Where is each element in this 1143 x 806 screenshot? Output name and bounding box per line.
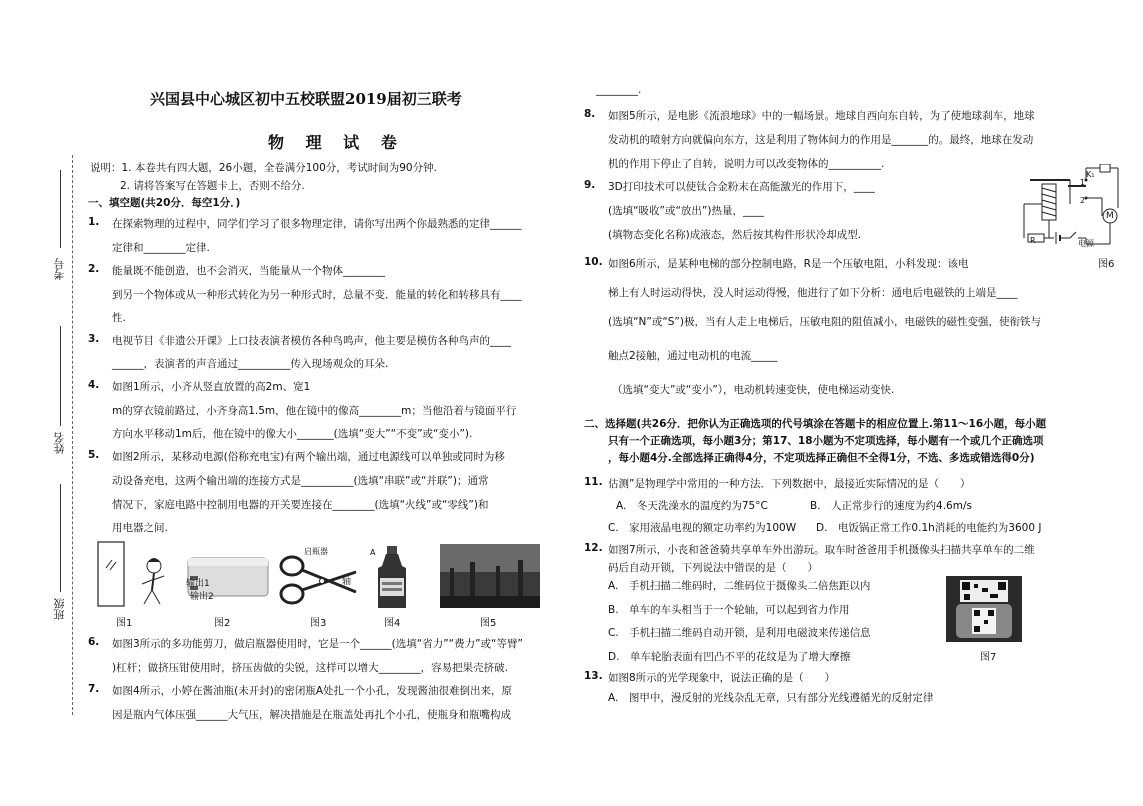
q7-line2: 因是瓶内气体压强______大气压，解决措施是在瓶盖处再扎个小孔，使瓶身和瓶嘴构成 [112,709,511,721]
q3-line1: 电视节目《非遗公开课》上口技表演者模仿各种鸟鸣声，他主要是模仿各种鸟声的____ [112,335,511,347]
figure-3-caption: 图3 [310,618,327,629]
instruction-line-2: 2. 请将答案写在答题卡上，否则不给分. [120,180,305,192]
figure-5-caption: 图5 [480,618,497,629]
section2-title-line2: 只有一个正确选项，每小题3分；第17、18小题为不定项选择，每小题有一个或几个正确选项 [608,435,1044,447]
q5-line3: 情况下，家庭电路中控制用电器的开关要连接在________(选填“火线”或“零线”)和 [112,499,489,511]
blank-line-xingming [60,326,61,426]
q11-stem: 估测”是物理学中常用的一种方法．下列数据中，最接近实际情况的是（ ） [608,478,971,490]
section1-title: 一、填空题(共20分．每空1分．) [88,197,241,209]
figure-6-node2-label: 2 [1080,196,1086,205]
q2-line2: 到另一个物体或从一种形式转化为另一种形式时，总量不变．能量的转化和转移具有____ [112,289,522,301]
figure-3-axis-label: 轴 [342,577,352,587]
q12-option-d: D. 单车轮胎表面有凹凸不平的花纹是为了增大摩擦 [608,651,851,663]
exam-subject: 物 理 试 卷 [268,133,405,152]
q10-line3: (选填“N”或“S”)极，当有人走上电梯后，压敏电阻的阻值减小，电磁铁的磁性变强，使衔铁与 [608,316,1041,328]
q10-line2: 梯上有人时运动得快，没人时运动得慢，他进行了如下分析：通电后电磁铁的上端是____ [608,287,1018,299]
instruction-line-1: 说明：1. 本卷共有四大题，26小题，全卷满分100分，考试时间为90分钟. [90,162,437,174]
q4-line2: m的穿衣镜前路过，小齐身高1.5m，他在镜中的像高________m；当他沿着与镜面平行 [112,405,517,417]
q10-line1: 如图6所示，是某种电梯的部分控制电路，R是一个压敏电阻，小科发现：该电 [608,258,969,270]
q11-number: 11. [584,476,603,488]
figure-6-k1-label: K₁ [1086,170,1095,179]
q12-line2: 码后自动开锁，下列说法中错误的是（ ） [608,562,818,574]
q4-line1: 如图1所示，小齐从竖直放置的高2m、宽1 [112,381,311,393]
q12-line1: 如图7所示，小丧和爸爸骑共享单车外出游玩。取车时爸爸用手机摄像头扫描共享单车的二维 [608,544,1035,556]
label-kaohao: 考号 [53,258,66,280]
q9-line1: 3D打印技术可以使钛合金粉末在高能激光的作用下，____ [608,181,875,193]
q6-number: 6. [88,636,100,648]
q11-option-c: C. 家用液晶电视的额定功率约为100W [608,522,797,534]
figure-4-caption: 图4 [384,618,401,629]
q3-line2: ______，表演者的声音通过__________传入现场观众的耳朵. [112,358,389,370]
q11-option-d: D. 电饭锅正常工作0.1h消耗的电能约为3600 J [816,522,1042,534]
q1-number: 1. [88,216,100,228]
figure-7-caption: 图7 [980,652,997,663]
q13-option-a: A. 图甲中，漫反射的光线杂乱无章，只有部分光线遵循光的反射定律 [608,692,934,704]
q11-option-a: A. 冬天洗澡水的温度约为75°C [616,500,768,512]
figure-1-caption: 图1 [116,618,133,629]
q4-number: 4. [88,379,100,391]
q12-number: 12. [584,542,603,554]
label-xingming: 姓名 [53,432,66,454]
q2-line1: 能量既不能创造，也不会消灭，当能量从一个物体________ [112,265,385,277]
figure-5-wandering-earth-scene-image [440,544,540,608]
figure-1-mirror-image [96,540,176,612]
q7-continuation-blank: ________. [596,84,642,96]
q6-line2: )杠杆；做挤压钳使用时，挤压齿做的尖锐，这样可以增大________，容易把果壳挤破. [112,662,508,674]
q8-line2: 发动机的喷射方向就偏向东方，这是利用了物体间力的作用是_______的。最终，地球在发动 [608,134,1034,146]
q5-number: 5. [88,449,100,461]
q13-stem: 如图8所示的光学现象中，说法正确的是（ ） [608,672,836,684]
q12-option-b: B. 单车的车头相当于一个轮轴，可以起到省力作用 [608,604,850,616]
figure-3-opener-label: 启瓶器 [304,547,328,556]
q5-line4: 用电器之间. [112,522,168,534]
label-banji: 班级 [53,598,66,620]
figure-6-node1-label: 1 [1080,178,1086,187]
q2-number: 2. [88,263,100,275]
figure-2-output1-label: 输出1 [186,579,210,589]
q6-line1: 如图3所示的多功能剪刀，做启瓶器使用时，它是一个______(选填“省力”“费力”或“等臂” [112,638,523,650]
figure-4-soy-sauce-bottle-image [372,544,412,612]
section2-title-line1: 二、选择题(共26分．把你认为正确选项的代号填涂在答题卡的相应位置上.第11～16小题，每小题 [584,418,1047,430]
q9-line2: (选填“吸收”或“放出”)热量，____ [608,205,764,217]
figure-4-point-a-label: A [370,548,376,557]
q11-option-b: B. 人正常步行的速度为约4.6m/s [810,500,972,512]
q7-line1: 如图4所示，小婷在酱油瓶(未开封)的密闭瓶A处扎一个小孔，发现酱油很难倒出来，原 [112,685,513,697]
q4-line3: 方向水平移动1m后，他在镜中的像大小_______(选填“变大”“不变”或“变小”). [112,428,473,440]
figure-6-resistor-label: R [1030,236,1036,245]
q2-line3: 性. [112,312,126,324]
q8-number: 8. [584,108,596,120]
q1-line2: 定律和________定律. [112,242,210,254]
q10-line4: 触点2接触，通过电动机的电流_____ [608,350,778,362]
q12-option-c: C. 手机扫描二维码自动开锁，是利用电磁波来传递信息 [608,627,871,639]
figure-2-caption: 图2 [214,618,231,629]
q9-line3: (填物态变化名称)成液态，然后按其构件形状冷却成型. [608,229,862,241]
q8-line3: 机的作用下停止了自转，说明力可以改变物体的__________. [608,158,885,170]
figure-7-qr-scan-image [946,576,1022,642]
exam-title: 兴国县中心城区初中五校联盟2019届初三联考 [150,90,462,108]
figure-2-output2-label: 输出2 [190,592,214,602]
q3-number: 3. [88,333,100,345]
q7-number: 7. [88,683,100,695]
figure-6-caption: 图6 [1098,259,1115,270]
q5-line2: 动设备充电，这两个输出端的连接方式是__________(选填“串联”或“并联”)；通常 [112,475,489,487]
q13-number: 13. [584,670,603,682]
blank-line-kaohao [60,170,61,248]
q10-line5: （选填“变大”或“变小”），电动机转速变快，使电梯运动变快. [612,384,895,396]
q10-number: 10. [584,256,603,268]
blank-line-banji [60,484,61,592]
binding-dashed-line [72,155,73,715]
q8-line1: 如图5所示，是电影《流浪地球》中的一幅场景。地球自西向东自转，为了使地球刹车，地球 [608,110,1035,122]
q5-line1: 如图2所示，某移动电源(俗称充电宝)有两个输出端，通过电源线可以单独或同时为移 [112,451,505,463]
q12-option-a: A. 手机扫描二维码时，二维码位于摄像头二倍焦距以内 [608,580,871,592]
q9-number: 9. [584,179,596,191]
figure-6-power-label: 电源 [1078,239,1094,248]
q1-line1: 在探索物理的过程中，同学们学习了很多物理定律，请你写出两个你最熟悉的定律______ [112,218,522,230]
figure-6-motor-label: M [1106,211,1114,221]
section2-title-line3: ，每小题4分.全部选择正确得4分，不定项选择正确但不全得1分，不选、多选或错选得0分) [608,452,1035,464]
